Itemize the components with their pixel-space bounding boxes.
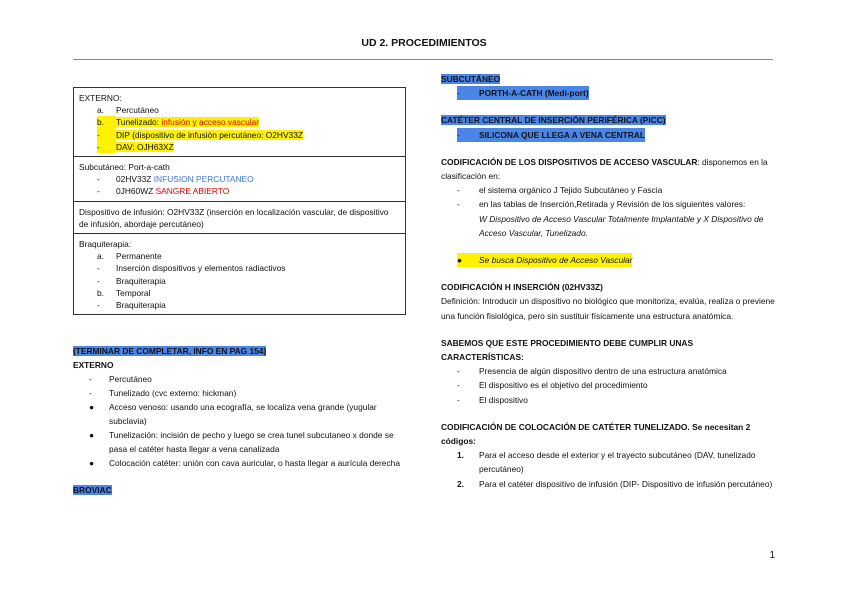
list-text: Acceso venoso: usando una ecografía, se localiza vena grande (yugular subclavia): [109, 402, 377, 426]
sabemos-heading: SABEMOS QUE ESTE PROCEDIMIENTO DEBE CUMPLIR UNAS CARACTERÍSTICAS:: [441, 337, 694, 363]
list-marker: a.: [97, 251, 104, 262]
list-item: [457, 393, 776, 407]
list-item: [97, 250, 400, 262]
list-marker: -: [97, 263, 100, 274]
list-text: Temporal: [116, 287, 151, 298]
list-text: El dispositivo: [479, 394, 528, 405]
cell-externo: [74, 88, 405, 157]
list-marker: -: [97, 186, 100, 197]
tunelizado-heading: CODIFICACIÓN DE COLOCACIÓN DE CATÉTER TUNELIZADO. Se necesitan 2 códigos:: [441, 421, 751, 447]
codificacion-paragraph: [441, 155, 776, 183]
list-item: [457, 183, 776, 197]
tunelizado-list: [441, 448, 776, 491]
list-text: Percutáneo: [109, 374, 152, 384]
list-marker: ●: [89, 458, 95, 468]
list-marker: b.: [97, 116, 116, 128]
braqui-list: [79, 250, 400, 311]
busca-text: Se busca Dispositivo de Acceso Vascular: [479, 253, 632, 267]
bullet-marker: ●: [457, 253, 479, 267]
list-marker: -: [97, 141, 116, 153]
list-text-red: infusión y acceso vascular: [161, 117, 260, 128]
list-item: [89, 428, 403, 456]
list-text: PORTH-A-CATH (Medi-port): [479, 86, 589, 100]
list-marker: 2.: [457, 478, 464, 489]
list-text: Permanente: [116, 251, 162, 262]
h-insercion-definition: Definición: Introducir un dispositivo no biológico que monitoriza, evalúa, realiza o previene una función fisiológica, pero sin sustituir físicamente una estructura anatómica.: [441, 296, 775, 321]
list-marker: ●: [89, 402, 95, 412]
left-notes: [73, 344, 403, 497]
list-item: [89, 372, 403, 386]
list-text: DIP (dispositivo de infusión percutáneo: O2HV33Z: [116, 129, 303, 140]
list-item: [457, 197, 776, 211]
list-item: [97, 299, 400, 311]
list-marker: a.: [97, 105, 104, 116]
list-text: SILICONA QUE LLEGA A VENA CENTRAL: [479, 128, 645, 142]
list-marker: -: [97, 174, 100, 185]
list-marker: -: [457, 380, 460, 391]
codificacion-list: [441, 183, 776, 240]
externo-heading: EXTERNO:: [79, 93, 122, 103]
list-text: [116, 117, 259, 127]
list-item: [89, 456, 403, 470]
subcutaneo-heading-right: SUBCUTÁNEO: [441, 74, 501, 84]
list-marker: b.: [97, 287, 104, 298]
codificacion-heading: CODIFICACIÓN DE LOS DISPOSITIVOS DE ACCESO VASCULAR: [441, 156, 698, 167]
list-item: [457, 364, 776, 378]
list-item: [97, 275, 400, 287]
list-item: [97, 173, 400, 185]
list-code: 0JH60WZ: [116, 186, 156, 197]
list-item: [89, 400, 403, 428]
list-marker: -: [457, 128, 479, 142]
list-marker: -: [457, 199, 460, 210]
page-number: 1: [769, 550, 775, 561]
list-text: Presencia de algún dispositivo dentro de una estructura anatómica: [479, 366, 727, 377]
list-text: Braquiterapia: [116, 300, 166, 311]
list-label: INFUSION PERCUTANEO: [153, 174, 254, 185]
list-text: Braquiterapia: [116, 275, 166, 286]
picc-heading: CATÉTER CENTRAL DE INSERCIÓN PERIFÉRICA (PICC): [441, 115, 666, 126]
list-text: Colocación catéter: unión con cava auricular, o hasta llegar a aurícula derecha: [109, 458, 400, 468]
list-marker: 1.: [457, 450, 464, 461]
list-item: [97, 287, 400, 299]
list-label: SANGRE ABIERTO: [155, 186, 230, 197]
list-item: [97, 104, 400, 116]
list-text: Tunelizado (cvc externo: hickman): [109, 388, 237, 398]
h-insercion-heading: CODIFICACIÓN H INSERCIÓN (02HV33Z): [441, 282, 603, 293]
list-code: 02HV33Z: [116, 174, 154, 185]
braqui-heading: Braquiterapia:: [79, 239, 132, 250]
list-marker: -: [97, 300, 100, 311]
sabemos-list: [441, 364, 776, 407]
list-item: [457, 448, 776, 476]
subcutaneo-heading: Subcutáneo: Port-a-cath: [79, 162, 170, 173]
list-text-part: Tunelizado:: [116, 117, 162, 128]
list-marker: -: [457, 185, 460, 196]
list-item: [441, 86, 776, 100]
cell-infusion: Dispositivo de infusión: O2HV33Z (inserción en localización vascular, de dispositivo de infusión, abordaje percutáneo): [74, 202, 405, 234]
list-item: [457, 477, 776, 491]
cell-subcutaneo: [74, 157, 405, 202]
summary-table: [73, 87, 406, 315]
note-highlight: (TERMINAR DE COMPLETAR, INFO EN PAG 154): [73, 346, 267, 356]
list-item: [457, 378, 776, 392]
busca-item: [441, 253, 776, 267]
list-marker: ●: [89, 430, 95, 440]
right-column: [441, 72, 776, 491]
list-text: Para el catéter dispositivo de infusión (DIP- Dispositivo de infusión percutáneo): [479, 478, 773, 489]
broviac-heading: BROVIAC: [73, 485, 112, 495]
list-text: El dispositivo es el objetivo del procedimiento: [479, 380, 648, 391]
list-text: Percutáneo: [116, 105, 159, 116]
header-rule: [73, 59, 773, 60]
list-item: [97, 116, 400, 128]
cell-braquiterapia: [74, 234, 405, 314]
subcutaneo-list: [79, 173, 400, 197]
list-marker: -: [89, 388, 92, 398]
list-marker: -: [457, 86, 479, 100]
list-item: [97, 185, 400, 197]
externo-notes-list: [73, 372, 403, 470]
list-text: Tunelización: incisión de pecho y luego se crea tunel subcutaneo x donde se pasa el catéter hasta llegar a vena canalizada: [109, 430, 394, 454]
codificacion-rest: : disponemos en la clasificación en:: [441, 156, 768, 182]
list-marker: -: [89, 374, 92, 384]
codificacion-italic: W Dispositivo de Acceso Vascular Totalmente Implantable y X Dispositivo de Acceso Vascular, Tunelizado.: [479, 213, 764, 238]
list-item: [441, 128, 776, 142]
list-text: Para el acceso desde el exterior y el trayecto subcutáneo (DAV, tunelizado percutáneo): [479, 450, 756, 475]
list-marker: -: [97, 275, 100, 286]
list-text: Inserción dispositivos y elementos radiactivos: [116, 263, 286, 274]
list-item: [97, 141, 400, 153]
list-marker: -: [457, 394, 460, 405]
list-text: DAV: OJH63XZ: [116, 141, 174, 152]
externo-list: [79, 104, 400, 153]
list-item: [89, 386, 403, 400]
list-item: [97, 262, 400, 274]
externo-subheading: EXTERNO: [73, 360, 114, 370]
list-marker: -: [97, 129, 116, 141]
list-text: en las tablas de Inserción,Retirada y Revisión de los siguientes valores:: [479, 199, 746, 210]
page-title: UD 2. PROCEDIMIENTOS: [361, 37, 487, 49]
list-item: [97, 129, 400, 141]
list-text: el sistema orgánico J Tejido Subcutáneo y Fascia: [479, 185, 663, 196]
list-marker: -: [457, 366, 460, 377]
